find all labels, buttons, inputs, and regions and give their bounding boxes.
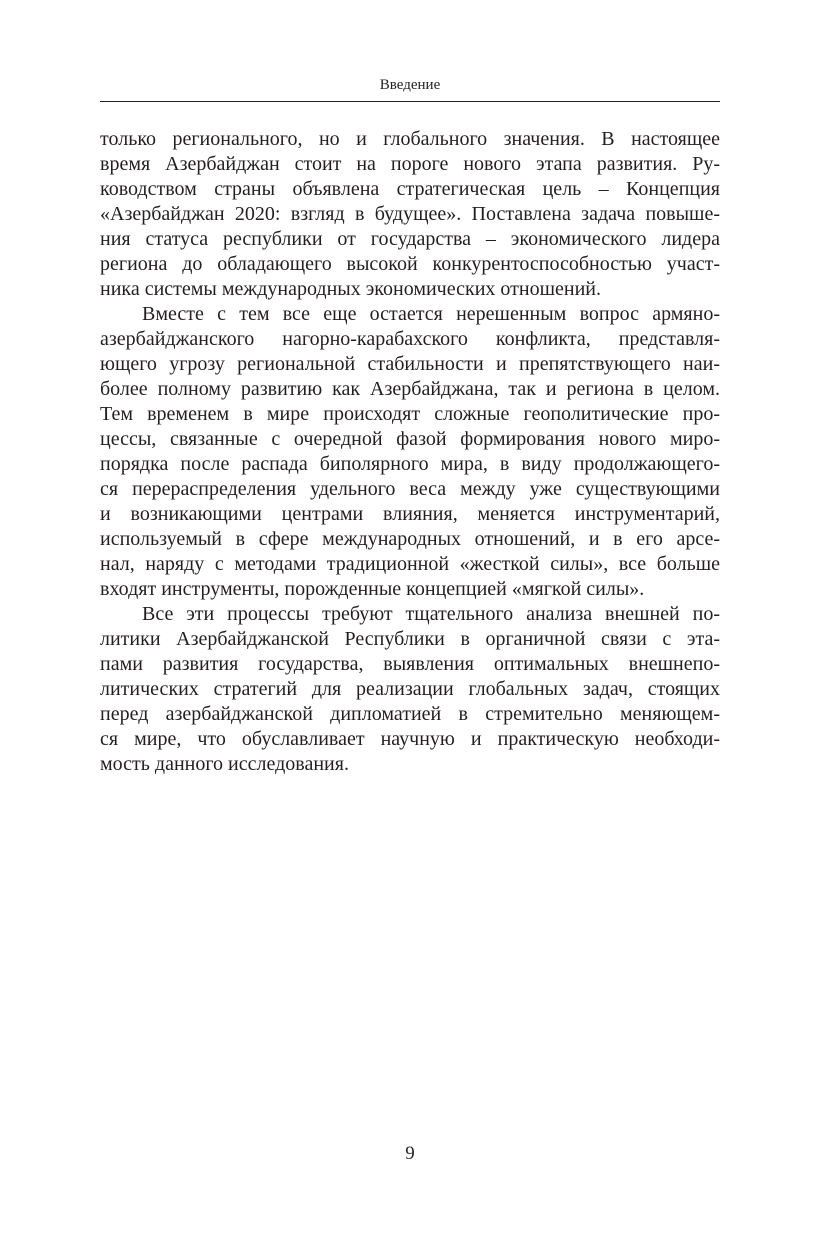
text-line: Вместе с тем все еще остается нерешенным вопрос армяно- [142, 303, 720, 325]
paragraph-1 [100, 127, 720, 302]
text-line: более полному развитию как Азербайджана, так и региона в целом. [100, 378, 720, 400]
paragraph-2 [100, 302, 720, 602]
text-line: ющего угрозу региональной стабильности и препятствующего наи- [100, 353, 720, 375]
text-line: «Азербайджан 2020: взгляд в будущее». Поставлена задача повыше- [100, 203, 720, 225]
text-line: ника системы международных экономических отношений. [100, 278, 601, 300]
text-line: литики Азербайджанской Республики в органичной связи с эта- [100, 628, 720, 650]
text-line: нал, наряду с методами традиционной «жесткой силы», все больше [100, 553, 720, 575]
text-line: порядка после распада биполярного мира, в виду продолжающего- [100, 453, 720, 475]
text-line: пами развития государства, выявления оптимальных внешнепо- [100, 653, 720, 675]
text-line: и возникающими центрами влияния, меняется инструментарий, [100, 503, 720, 525]
text-line: только регионального, но и глобального значения. В настоящее [100, 128, 720, 150]
text-line: азербайджанского нагорно-карабахского конфликта, представля- [100, 328, 720, 350]
text-line: перед азербайджанской дипломатией в стремительно меняющем- [100, 703, 720, 725]
text-line: используемый в сфере международных отношений, и в его арсе- [100, 528, 720, 550]
text-line: время Азербайджан стоит на пороге нового этапа развития. Ру- [100, 153, 720, 175]
text-line: цессы, связанные с очередной фазой формирования нового миро- [100, 428, 720, 450]
page-number: 9 [405, 1143, 415, 1164]
text-line: мость данного исследования. [100, 753, 349, 775]
text-line: Все эти процессы требуют тщательного анализа внешней по- [142, 603, 720, 625]
text-line: Тем временем в мире происходят сложные геополитические про- [100, 403, 720, 425]
header-divider [100, 101, 720, 102]
text-line: региона до обладающего высокой конкурентоспособностью участ- [100, 253, 720, 275]
text-line: ся перераспределения удельного веса между уже существующими [100, 478, 720, 500]
text-line: литических стратегий для реализации глобальных задач, стоящих [100, 678, 720, 700]
body-text [100, 127, 720, 777]
text-line: ся мире, что обуславливает научную и практическую необходи- [100, 728, 720, 750]
paragraph-3 [100, 602, 720, 777]
text-line: входят инструменты, порожденные концепцией «мягкой силы». [100, 578, 645, 600]
text-line: ния статуса республики от государства – экономического лидера [100, 228, 720, 250]
running-header: Введение [379, 77, 441, 93]
text-line: ководством страны объявлена стратегическая цель – Концепция [100, 178, 720, 200]
